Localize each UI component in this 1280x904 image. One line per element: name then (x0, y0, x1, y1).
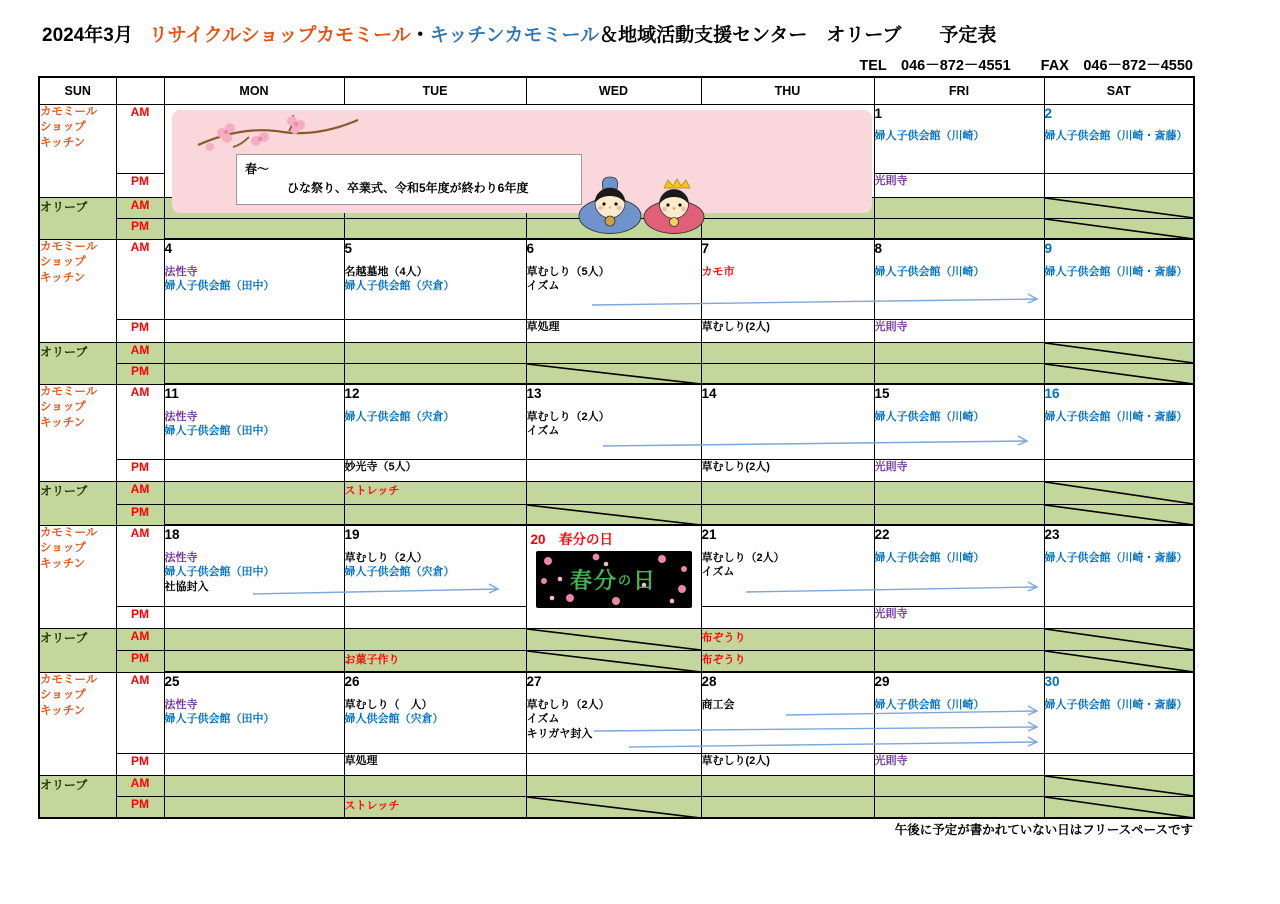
olive-sat-pm (1044, 504, 1194, 525)
olive-tue-pm: ストレッチ (344, 796, 526, 818)
day-22-am (874, 525, 1044, 606)
day-number: 2 (1044, 105, 1053, 121)
day-number: 28 (701, 674, 717, 689)
day-27-am (526, 672, 701, 753)
day-6-pm (526, 319, 701, 342)
schedule-entry: 婦人子供会館（川崎） (874, 698, 985, 711)
olive-tue-am (344, 342, 526, 363)
pm-label: PM (116, 173, 164, 197)
footnote: 午後に予定が書かれていない日はフリースペースです (894, 823, 1193, 837)
olive-sat-am (1044, 197, 1194, 218)
schedule-entry: 婦人供会館（宍倉） (344, 713, 444, 726)
am-label: AM (116, 525, 164, 606)
day-number: 12 (344, 386, 360, 401)
day-5-am (344, 239, 526, 319)
olive-sat-am (1044, 481, 1194, 504)
olive-fri-am (874, 481, 1044, 504)
day-15-am (874, 384, 1044, 459)
day-21-am (701, 525, 874, 606)
olive-label: オリーブ (39, 342, 116, 384)
olive-fri-pm (874, 650, 1044, 672)
shunbun-label: 20 春分の日 (530, 532, 614, 547)
olive-wed-am (526, 342, 701, 363)
olive-mon-am (164, 481, 344, 504)
pm-label: PM (116, 319, 164, 342)
olive-fri-am (874, 342, 1044, 363)
olive-fri-am (874, 197, 1044, 218)
olive-fri-am (874, 628, 1044, 650)
banner-note (236, 154, 582, 205)
schedule-entry: 社協封入 (164, 580, 209, 593)
page-title (42, 20, 996, 47)
chamomile-label: カモミール ショップ キッチン (39, 239, 116, 342)
day-12-pm (344, 459, 526, 481)
schedule-entry: 妙光寺（5人） (344, 460, 417, 473)
schedule-entry: 法性寺 (164, 698, 198, 711)
olive-wed-am (526, 628, 701, 650)
day-29-am (874, 672, 1044, 753)
olive-sat-am (1044, 342, 1194, 363)
day-1-pm (874, 173, 1044, 197)
olive-thu-pm (701, 363, 874, 384)
schedule-entry: 草処理 (344, 754, 378, 767)
pm-label: PM (116, 650, 164, 672)
day-18-am (164, 525, 344, 606)
day-25-am (164, 672, 344, 753)
day-27-pm (526, 753, 701, 775)
schedule-entry: 法性寺 (164, 410, 198, 423)
day-12-am (344, 384, 526, 459)
day-number: 13 (526, 386, 542, 401)
schedule-entry: 草むしり(2人) (701, 320, 770, 333)
am-label: AM (116, 104, 164, 173)
day-9-am (1044, 239, 1194, 319)
day-28-pm (701, 753, 874, 775)
day-number: 26 (344, 674, 360, 689)
pm-label: PM (116, 363, 164, 384)
schedule-entry: 婦人子供会館（川崎） (874, 410, 985, 423)
schedule-entry: 法性寺 (164, 265, 198, 278)
day-number: 6 (526, 241, 535, 256)
schedule-entry: 婦人子供会館（川崎） (874, 130, 985, 143)
olive-fri-pm (874, 218, 1044, 239)
header-blank (116, 77, 164, 104)
day-2-am (1044, 104, 1194, 173)
day-number: 25 (164, 674, 180, 689)
day-19-pm (344, 606, 526, 628)
day-number: 1 (874, 105, 883, 121)
olive-label: オリーブ (39, 775, 116, 818)
olive-sat-am (1044, 628, 1194, 650)
olive-mon-am (164, 628, 344, 650)
olive-sat-pm (1044, 218, 1194, 239)
schedule-entry: 光則寺 (874, 460, 908, 473)
pm-label: PM (116, 459, 164, 481)
olive-label: オリーブ (39, 481, 116, 525)
day-number: 30 (1044, 674, 1060, 689)
pm-label: PM (116, 796, 164, 818)
day-number: 18 (164, 527, 180, 542)
day-23-pm (1044, 606, 1194, 628)
day-number: 22 (874, 527, 890, 542)
olive-thu-am (701, 481, 874, 504)
schedule-entry: 婦人子供会館（宍倉） (344, 566, 455, 579)
day-number: 19 (344, 527, 360, 542)
day-4-pm (164, 319, 344, 342)
schedule-entry: 光則寺 (874, 320, 908, 333)
schedule-entry: 婦人子供会館（川崎） (874, 551, 985, 564)
schedule-entry: 光則寺 (874, 754, 908, 767)
day-2-pm (1044, 173, 1194, 197)
am-label: AM (116, 672, 164, 753)
olive-sat-pm (1044, 650, 1194, 672)
day-11-pm (164, 459, 344, 481)
day-16-am (1044, 384, 1194, 459)
olive-fri-pm (874, 504, 1044, 525)
schedule-entry: 草むしり（2人） (344, 551, 428, 564)
schedule-entry: 草むしり（2人） (526, 410, 610, 423)
schedule-entry: 草むしり(2人) (701, 460, 770, 473)
olive-fri-am (874, 775, 1044, 796)
schedule-entry: 草むしり(2人) (701, 754, 770, 767)
schedule-entry: イズム (526, 425, 560, 438)
day-18-pm (164, 606, 344, 628)
day-number: 23 (1044, 527, 1060, 542)
chamomile-label: カモミール ショップ キッチン (39, 525, 116, 628)
day-5-pm (344, 319, 526, 342)
day-number: 9 (1044, 241, 1053, 256)
day-21-pm (701, 606, 874, 628)
schedule-entry: 婦人子供会館（川崎・斎藤） (1044, 130, 1188, 143)
contact-info (38, 54, 1193, 75)
olive-mon-am (164, 775, 344, 796)
day-14-pm (701, 459, 874, 481)
olive-sat-pm (1044, 796, 1194, 818)
header-sun: SUN (39, 77, 116, 104)
pm-label: PM (116, 504, 164, 525)
olive-label: オリーブ (39, 628, 116, 672)
schedule-entry: 婦人子供会館（川崎・斎藤） (1044, 410, 1188, 423)
schedule-entry: 光則寺 (874, 607, 908, 620)
header-fri: FRI (874, 77, 1044, 104)
day-number: 4 (164, 241, 173, 256)
olive-tue-am (344, 628, 526, 650)
schedule-entry: イズム (526, 713, 560, 726)
banner-line1: 春～ (245, 162, 270, 176)
day-6-am (526, 239, 701, 319)
olive-wed-pm (526, 504, 701, 525)
day-number: 29 (874, 674, 890, 689)
olive-tue-pm (344, 218, 526, 239)
schedule-entry: 草むしり（ 人） (344, 698, 433, 711)
olive-tue-pm: お菓子作り (344, 650, 526, 672)
olive-mon-pm (164, 504, 344, 525)
olive-thu-pm (701, 504, 874, 525)
spring-banner (172, 110, 872, 213)
hina-dolls-illustration (576, 176, 708, 234)
day-25-pm (164, 753, 344, 775)
day-7-pm (701, 319, 874, 342)
olive-sat-pm (1044, 363, 1194, 384)
schedule-entry: 婦人子供会館（田中） (164, 280, 275, 293)
am-label: AM (116, 775, 164, 796)
blossom-branch-icon (194, 111, 364, 159)
pm-label: PM (116, 606, 164, 628)
day-number: 15 (874, 386, 890, 401)
schedule-entry: イズム (701, 566, 735, 579)
olive-wed-am (526, 775, 701, 796)
day-8-am (874, 239, 1044, 319)
day-number: 7 (701, 241, 710, 256)
banner-line2: ひな祭り、卒業式、令和5年度が終わり6年度 (287, 180, 529, 195)
schedule-entry: 婦人子供会館（田中） (164, 566, 275, 579)
schedule-entry: 法性寺 (164, 551, 198, 564)
day-29-pm (874, 753, 1044, 775)
header-wed: WED (526, 77, 701, 104)
schedule-entry: 婦人子供会館（田中） (164, 713, 275, 726)
olive-mon-pm (164, 363, 344, 384)
day-9-pm (1044, 319, 1194, 342)
day-16-pm (1044, 459, 1194, 481)
olive-mon-pm (164, 796, 344, 818)
olive-wed-am (526, 481, 701, 504)
olive-wed-pm (526, 363, 701, 384)
schedule-entry: 婦人子供会館（川崎・斎藤） (1044, 551, 1188, 564)
am-label: AM (116, 342, 164, 363)
day-number: 11 (164, 386, 179, 401)
olive-mon-pm (164, 218, 344, 239)
pm-label: PM (116, 218, 164, 239)
schedule-entry: 婦人子供会館（田中） (164, 425, 275, 438)
day-30-am (1044, 672, 1194, 753)
header-mon: MON (164, 77, 344, 104)
schedule-entry: 草むしり（5人） (526, 265, 610, 278)
day-13-am (526, 384, 701, 459)
day-20-holiday (526, 525, 701, 628)
day-23-am (1044, 525, 1194, 606)
olive-wed-pm (526, 796, 701, 818)
day-number: 5 (344, 241, 353, 256)
olive-thu-pm (701, 796, 874, 818)
olive-thu-am (701, 775, 874, 796)
day-number: 21 (701, 527, 717, 542)
schedule-entry: 商工会 (701, 698, 735, 711)
day-number: 27 (526, 674, 542, 689)
day-number: 8 (874, 241, 883, 256)
fax-number: FAX 046－872－4550 (1040, 58, 1193, 74)
olive-label: オリーブ (39, 197, 116, 239)
shunbun-graphic: 春 分 の 日 (536, 551, 692, 608)
title-month: 2024年3月 (42, 25, 133, 46)
header-tue: TUE (344, 77, 526, 104)
schedule-entry: 婦人子供会館（川崎・斎藤） (1044, 698, 1188, 711)
olive-mon-am (164, 342, 344, 363)
olive-thu-am (701, 342, 874, 363)
title-separator: ・ (410, 25, 430, 46)
day-15-pm (874, 459, 1044, 481)
pm-label: PM (116, 753, 164, 775)
olive-tue-pm (344, 504, 526, 525)
schedule-entry: 草むしり（2人） (526, 698, 610, 711)
olive-thu-am: 布ぞうり (701, 628, 874, 650)
header-sat: SAT (1044, 77, 1194, 104)
title-kitchen: キッチンカモミール (429, 25, 600, 46)
am-label: AM (116, 384, 164, 459)
olive-thu-pm (701, 218, 874, 239)
schedule-entry: 名越墓地（4人） (344, 265, 428, 278)
olive-tue-pm (344, 363, 526, 384)
schedule-entry: 婦人子供会館（宍倉） (344, 410, 455, 423)
olive-wed-pm (526, 650, 701, 672)
title-rest: ＆地域活動支援センター オリーブ 予定表 (599, 25, 997, 46)
tel-number: TEL 046－872－4551 (859, 58, 1011, 74)
am-label: AM (116, 239, 164, 319)
am-label: AM (116, 197, 164, 218)
day-13-pm (526, 459, 701, 481)
chamomile-label: カモミール ショップ キッチン (39, 672, 116, 775)
am-label: AM (116, 628, 164, 650)
day-number: 16 (1044, 386, 1060, 401)
day-30-pm (1044, 753, 1194, 775)
chamomile-label: カモミール ショップ キッチン (39, 104, 116, 197)
olive-mon-pm (164, 650, 344, 672)
day-28-am (701, 672, 874, 753)
olive-thu-pm: 布ぞうり (701, 650, 874, 672)
day-7-am (701, 239, 874, 319)
schedule-entry: 婦人子供会館（川崎・斎藤） (1044, 265, 1188, 278)
day-19-am (344, 525, 526, 606)
day-number: 14 (701, 386, 717, 401)
day-11-am (164, 384, 344, 459)
schedule-entry: キリガヤ封入 (526, 727, 593, 740)
day-26-am (344, 672, 526, 753)
schedule-entry: 婦人子供会館（宍倉） (344, 280, 455, 293)
olive-sat-am (1044, 775, 1194, 796)
day-8-pm (874, 319, 1044, 342)
olive-tue-am (344, 775, 526, 796)
day-1-am (874, 104, 1044, 173)
schedule-entry: 草むしり（2人） (701, 551, 785, 564)
header-thu: THU (701, 77, 874, 104)
day-22-pm (874, 606, 1044, 628)
day-14-am (701, 384, 874, 459)
schedule-entry: 婦人子供会館（川崎） (874, 265, 985, 278)
schedule-entry: イズム (526, 280, 560, 293)
day-26-pm (344, 753, 526, 775)
olive-tue-am: ストレッチ (344, 481, 526, 504)
olive-fri-pm (874, 796, 1044, 818)
am-label: AM (116, 481, 164, 504)
chamomile-label: カモミール ショップ キッチン (39, 384, 116, 481)
schedule-entry: 草処理 (526, 320, 560, 333)
schedule-entry: カモ市 (701, 265, 735, 278)
title-shop: リサイクルショップカモミール (148, 25, 411, 46)
schedule-entry: 光則寺 (874, 174, 908, 187)
day-4-am (164, 239, 344, 319)
olive-fri-pm (874, 363, 1044, 384)
